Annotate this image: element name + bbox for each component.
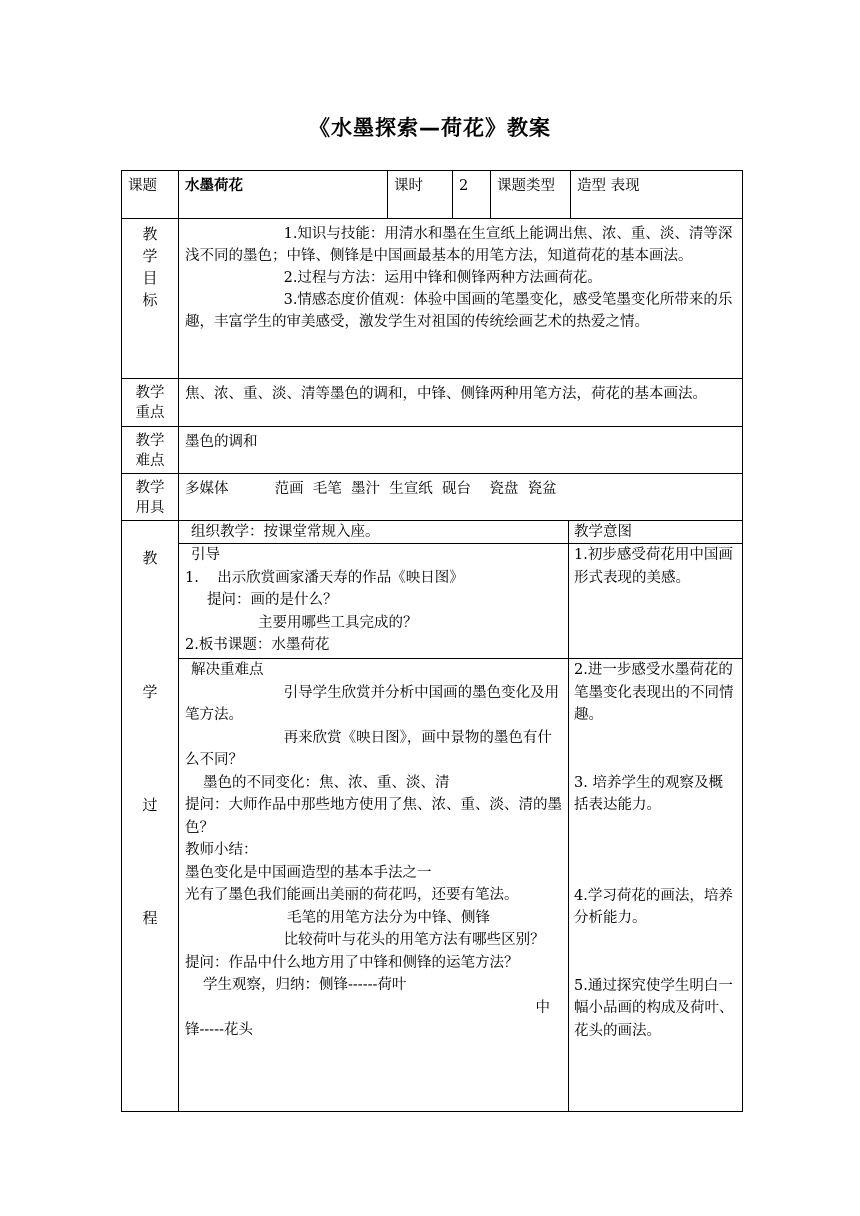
goal-emotion: 3.情感态度价值观：体验中国画的笔墨变化，感受笔墨变化所带来的乐趣，丰富学生的审美感受，激发学生对祖国的传统绘画艺术的热爱之情。 bbox=[185, 292, 733, 330]
process-row bbox=[122, 521, 742, 1111]
intent-4: 4.学习荷花的画法，培养分析能力。 bbox=[574, 887, 733, 926]
hours-label: 课时 bbox=[388, 171, 453, 218]
difficulty-label-line: 教学 bbox=[135, 433, 165, 449]
intent-5: 5.通过探究使学生明白一幅小品画的构成及荷叶、花头的画法。 bbox=[574, 977, 734, 1039]
header-row bbox=[122, 171, 742, 219]
process-content bbox=[179, 521, 742, 1111]
page-title: 《水墨探索—荷花》教案 bbox=[309, 116, 551, 140]
intro-line: 引导 bbox=[191, 547, 220, 563]
process-label-char: 教 bbox=[142, 549, 158, 567]
process-label bbox=[122, 521, 179, 1111]
org-text: 组织教学：按课堂常规入座。 bbox=[179, 521, 569, 543]
intro-row bbox=[179, 544, 742, 659]
key-label-line: 教学 bbox=[135, 385, 165, 401]
intro-line: 主要用哪些工具完成的？ bbox=[258, 614, 418, 631]
type-label: 课题类型 bbox=[491, 171, 571, 218]
difficulty-content: 墨色的调和 bbox=[185, 434, 258, 450]
solve-line: 墨色变化是中国画造型的基本手法之一 bbox=[185, 864, 432, 881]
intro-line: 2.板书课题：水墨荷花 bbox=[185, 637, 330, 653]
solve-intents bbox=[569, 659, 742, 1111]
topic-label: 课题 bbox=[122, 171, 179, 218]
goals-label bbox=[122, 219, 179, 378]
process-label-char: 程 bbox=[142, 909, 158, 927]
tools-content: 多媒体 范画 毛笔 墨汁 生宣纸 砚台 瓷盘 瓷盆 bbox=[185, 481, 557, 497]
solve-line: 学生观察，归纳：侧锋------荷叶 bbox=[203, 977, 407, 993]
key-content: 焦、浓、重、淡、清等墨色的调和，中锋、侧锋两种用笔方法，荷花的基本画法。 bbox=[185, 386, 707, 402]
goals-content bbox=[179, 219, 742, 378]
key-label bbox=[122, 379, 179, 426]
goal-process: 2.过程与方法：运用中锋和侧锋两种方法画荷花。 bbox=[283, 270, 602, 286]
solve-line: 引导学生欣赏并分析中国画的墨色变化及用笔方法。 bbox=[185, 684, 560, 723]
solve-row bbox=[179, 659, 742, 1111]
intro-content bbox=[179, 544, 569, 658]
solve-line: 提问：作品中什么地方用了中锋和侧锋的运笔方法？ bbox=[185, 954, 519, 971]
process-label-char: 过 bbox=[142, 796, 158, 814]
solve-line: 解决重难点 bbox=[191, 662, 264, 678]
solve-line: 教师小结： bbox=[185, 842, 258, 858]
solve-line: 再来欣赏《映日图》，画中景物的墨色有什么不同？ bbox=[185, 729, 552, 768]
goals-label-char: 标 bbox=[142, 291, 158, 309]
intent-header: 教学意图 bbox=[574, 524, 632, 540]
solve-line: 比较荷叶与花头的用笔方法有哪些区别？ bbox=[283, 932, 545, 948]
tools-label bbox=[122, 474, 179, 520]
process-label-char: 学 bbox=[142, 683, 158, 701]
difficulty-label bbox=[122, 427, 179, 473]
intent-2: 2.进一步感受水墨荷花的笔墨变化表现出的不同情趣。 bbox=[574, 662, 734, 723]
hours-value: 2 bbox=[453, 171, 491, 218]
goals-label-char: 学 bbox=[142, 247, 158, 265]
intro-line: 1. 出示欣赏画家潘天寿的作品《映日图》 bbox=[185, 569, 464, 586]
tools-label-line: 教学 bbox=[135, 480, 165, 496]
solve-line: 墨色的不同变化：焦、浓、重、淡、清 bbox=[203, 774, 450, 791]
lesson-plan-table bbox=[121, 170, 743, 1112]
difficulty-row bbox=[122, 427, 742, 474]
solve-line: 提问：大师作品中那些地方使用了焦、浓、重、淡、清的墨色？ bbox=[185, 797, 562, 836]
tools-label-line: 用具 bbox=[135, 500, 165, 516]
solve-line: 毛笔的用笔方法分为中锋、侧锋 bbox=[287, 909, 490, 926]
org-row bbox=[179, 521, 742, 544]
goals-row bbox=[122, 219, 742, 379]
topic-value: 水墨荷花 bbox=[179, 171, 388, 218]
type-value: 造型 表现 bbox=[577, 178, 640, 194]
solve-content bbox=[179, 659, 569, 1111]
intro-line: 提问：画的是什么？ bbox=[207, 592, 338, 608]
tools-row bbox=[122, 474, 742, 521]
intent-3: 3. 培养学生的观察及概括表达能力。 bbox=[574, 774, 723, 813]
key-row bbox=[122, 379, 742, 427]
solve-line: 光有了墨色我们能画出美丽的荷花吗，还要有笔法。 bbox=[185, 887, 519, 903]
intro-intent: 1.初步感受荷花用中国画形式表现的美感。 bbox=[574, 547, 733, 586]
difficulty-label-line: 难点 bbox=[135, 453, 165, 469]
goal-knowledge: 1.知识与技能：用清水和墨在生宣纸上能调出焦、浓、重、淡、清等深浅不同的墨色；中锋、侧锋是中国画最基本的用笔方法，知道荷花的基本画法。 bbox=[185, 226, 733, 264]
goals-label-char: 目 bbox=[142, 269, 158, 287]
goals-label-char: 教 bbox=[142, 225, 158, 243]
key-label-line: 重点 bbox=[135, 405, 165, 421]
solve-line: 中 bbox=[535, 999, 550, 1016]
solve-line: 锋-----花头 bbox=[185, 1022, 253, 1038]
